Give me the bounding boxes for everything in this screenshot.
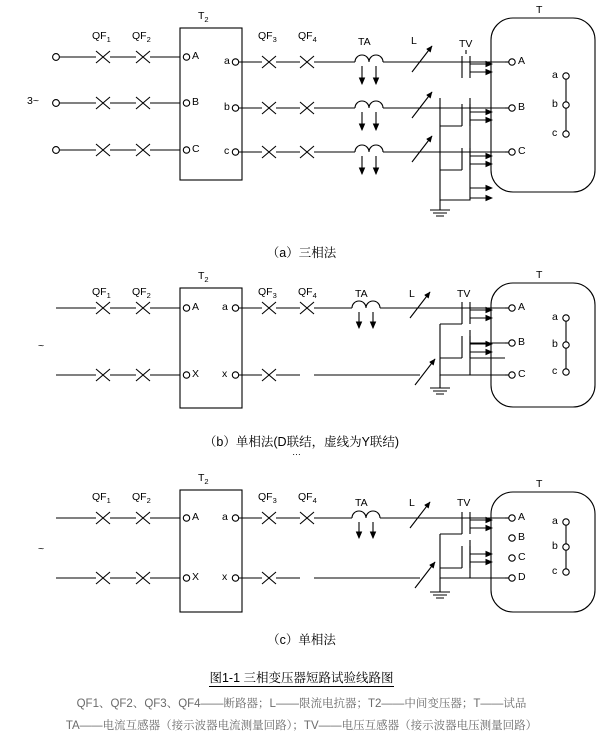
label-t-c-a: c [552,127,558,139]
label-ta-c: TA [355,497,368,509]
label-t-b-b: b [552,338,558,350]
label-t2-a-b: a [222,301,228,313]
label-t-A-a: A [518,55,526,67]
label-t-B-a: B [518,101,526,113]
label-t2-b-a: b [224,101,230,113]
label-qf1-a: $QF_1$ [92,30,111,45]
label-qf3-a: $QF_3$ [258,30,277,45]
label-t-a-c: a [552,515,558,527]
label-t-B-c: B [518,531,526,543]
label-t-B-b: B [518,336,526,348]
label-qf4-c: $QF_4$ [298,491,317,506]
label-t2-C-a: C [192,143,200,155]
caption-b-dots: … [292,447,301,457]
label-l-b: L [409,288,415,300]
label-qf2-c: $QF_2$ [132,491,151,506]
label-t-c: T [536,478,543,490]
label-qf2-a: $QF_2$ [132,30,151,45]
label-t2-A-c: A [192,511,200,523]
label-t-b-c: b [552,540,558,552]
label-l-a: L [411,35,417,47]
label-ta-b: TA [355,288,368,300]
label-t-D-c: D [518,571,526,583]
label-t-a-a: a [552,69,558,81]
label-source-b: ~ [38,340,45,352]
label-t-A-c: A [518,511,526,523]
label-qf3-c: $QF_3$ [258,491,277,506]
label-t-A-b: A [518,301,526,313]
label-t2-X-b: X [192,368,200,380]
label-source-c: ~ [38,543,45,555]
label-ta-a: TA [358,36,371,48]
label-t2-x-c: x [222,571,228,583]
label-t2-c-a: c [224,145,230,157]
label-t2-a: $T_2$ [198,10,209,25]
label-qf1-c: $QF_1$ [92,491,111,506]
caption-a: （a）三相法 [266,246,337,260]
label-t2-c: $T_2$ [198,472,209,487]
label-t-a-b: a [552,311,558,323]
figure-title: 图1-1 三相变压器短路试验线路图 [209,671,394,685]
label-t-C-c: C [518,551,526,563]
caption-c: （c）单相法 [267,633,336,647]
label-t2-b: $T_2$ [198,270,209,285]
label-t-C-a: C [518,145,526,157]
label-t2-B-a: B [192,96,200,108]
label-qf4-b: $QF_4$ [298,286,317,301]
label-t2-a-a: a [224,55,230,67]
label-t2-X-c: X [192,571,200,583]
label-t-C-b: C [518,368,526,380]
label-t-b: T [536,269,543,281]
label-qf1-b: $QF_1$ [92,286,111,301]
label-t-c-c: c [552,565,558,577]
label-qf2-b: $QF_2$ [132,286,151,301]
caption-b: （b）单相法(D联结，虚线为Y联结) [203,435,400,449]
label-tv-b: TV [457,288,471,300]
label-t-a: T [536,4,543,16]
figure-legend-line-2: TA——电流互感器（接示波器电流测量回路）；TV——电压互感器（接示波器电压测量回路） [65,720,538,732]
label-source-a: 3~ [27,95,39,107]
label-t2-A-a: A [192,50,200,62]
label-l-c: L [409,497,415,509]
label-t-b-a: b [552,98,558,110]
label-t2-a-c: a [222,511,228,523]
label-tv-c: TV [457,497,471,509]
label-t2-A-b: A [192,301,200,313]
label-qf4-a: $QF_4$ [298,30,317,45]
figure-legend-line-1: QF1、QF2、QF3、QF4——断路器；L——限流电抗器；T2——中间变压器；T——试品 [76,698,527,710]
label-tv-a: TV [459,38,473,50]
label-t2-x-b: x [222,368,228,380]
label-qf3-b: $QF_3$ [258,286,277,301]
label-t-c-b: c [552,365,558,377]
